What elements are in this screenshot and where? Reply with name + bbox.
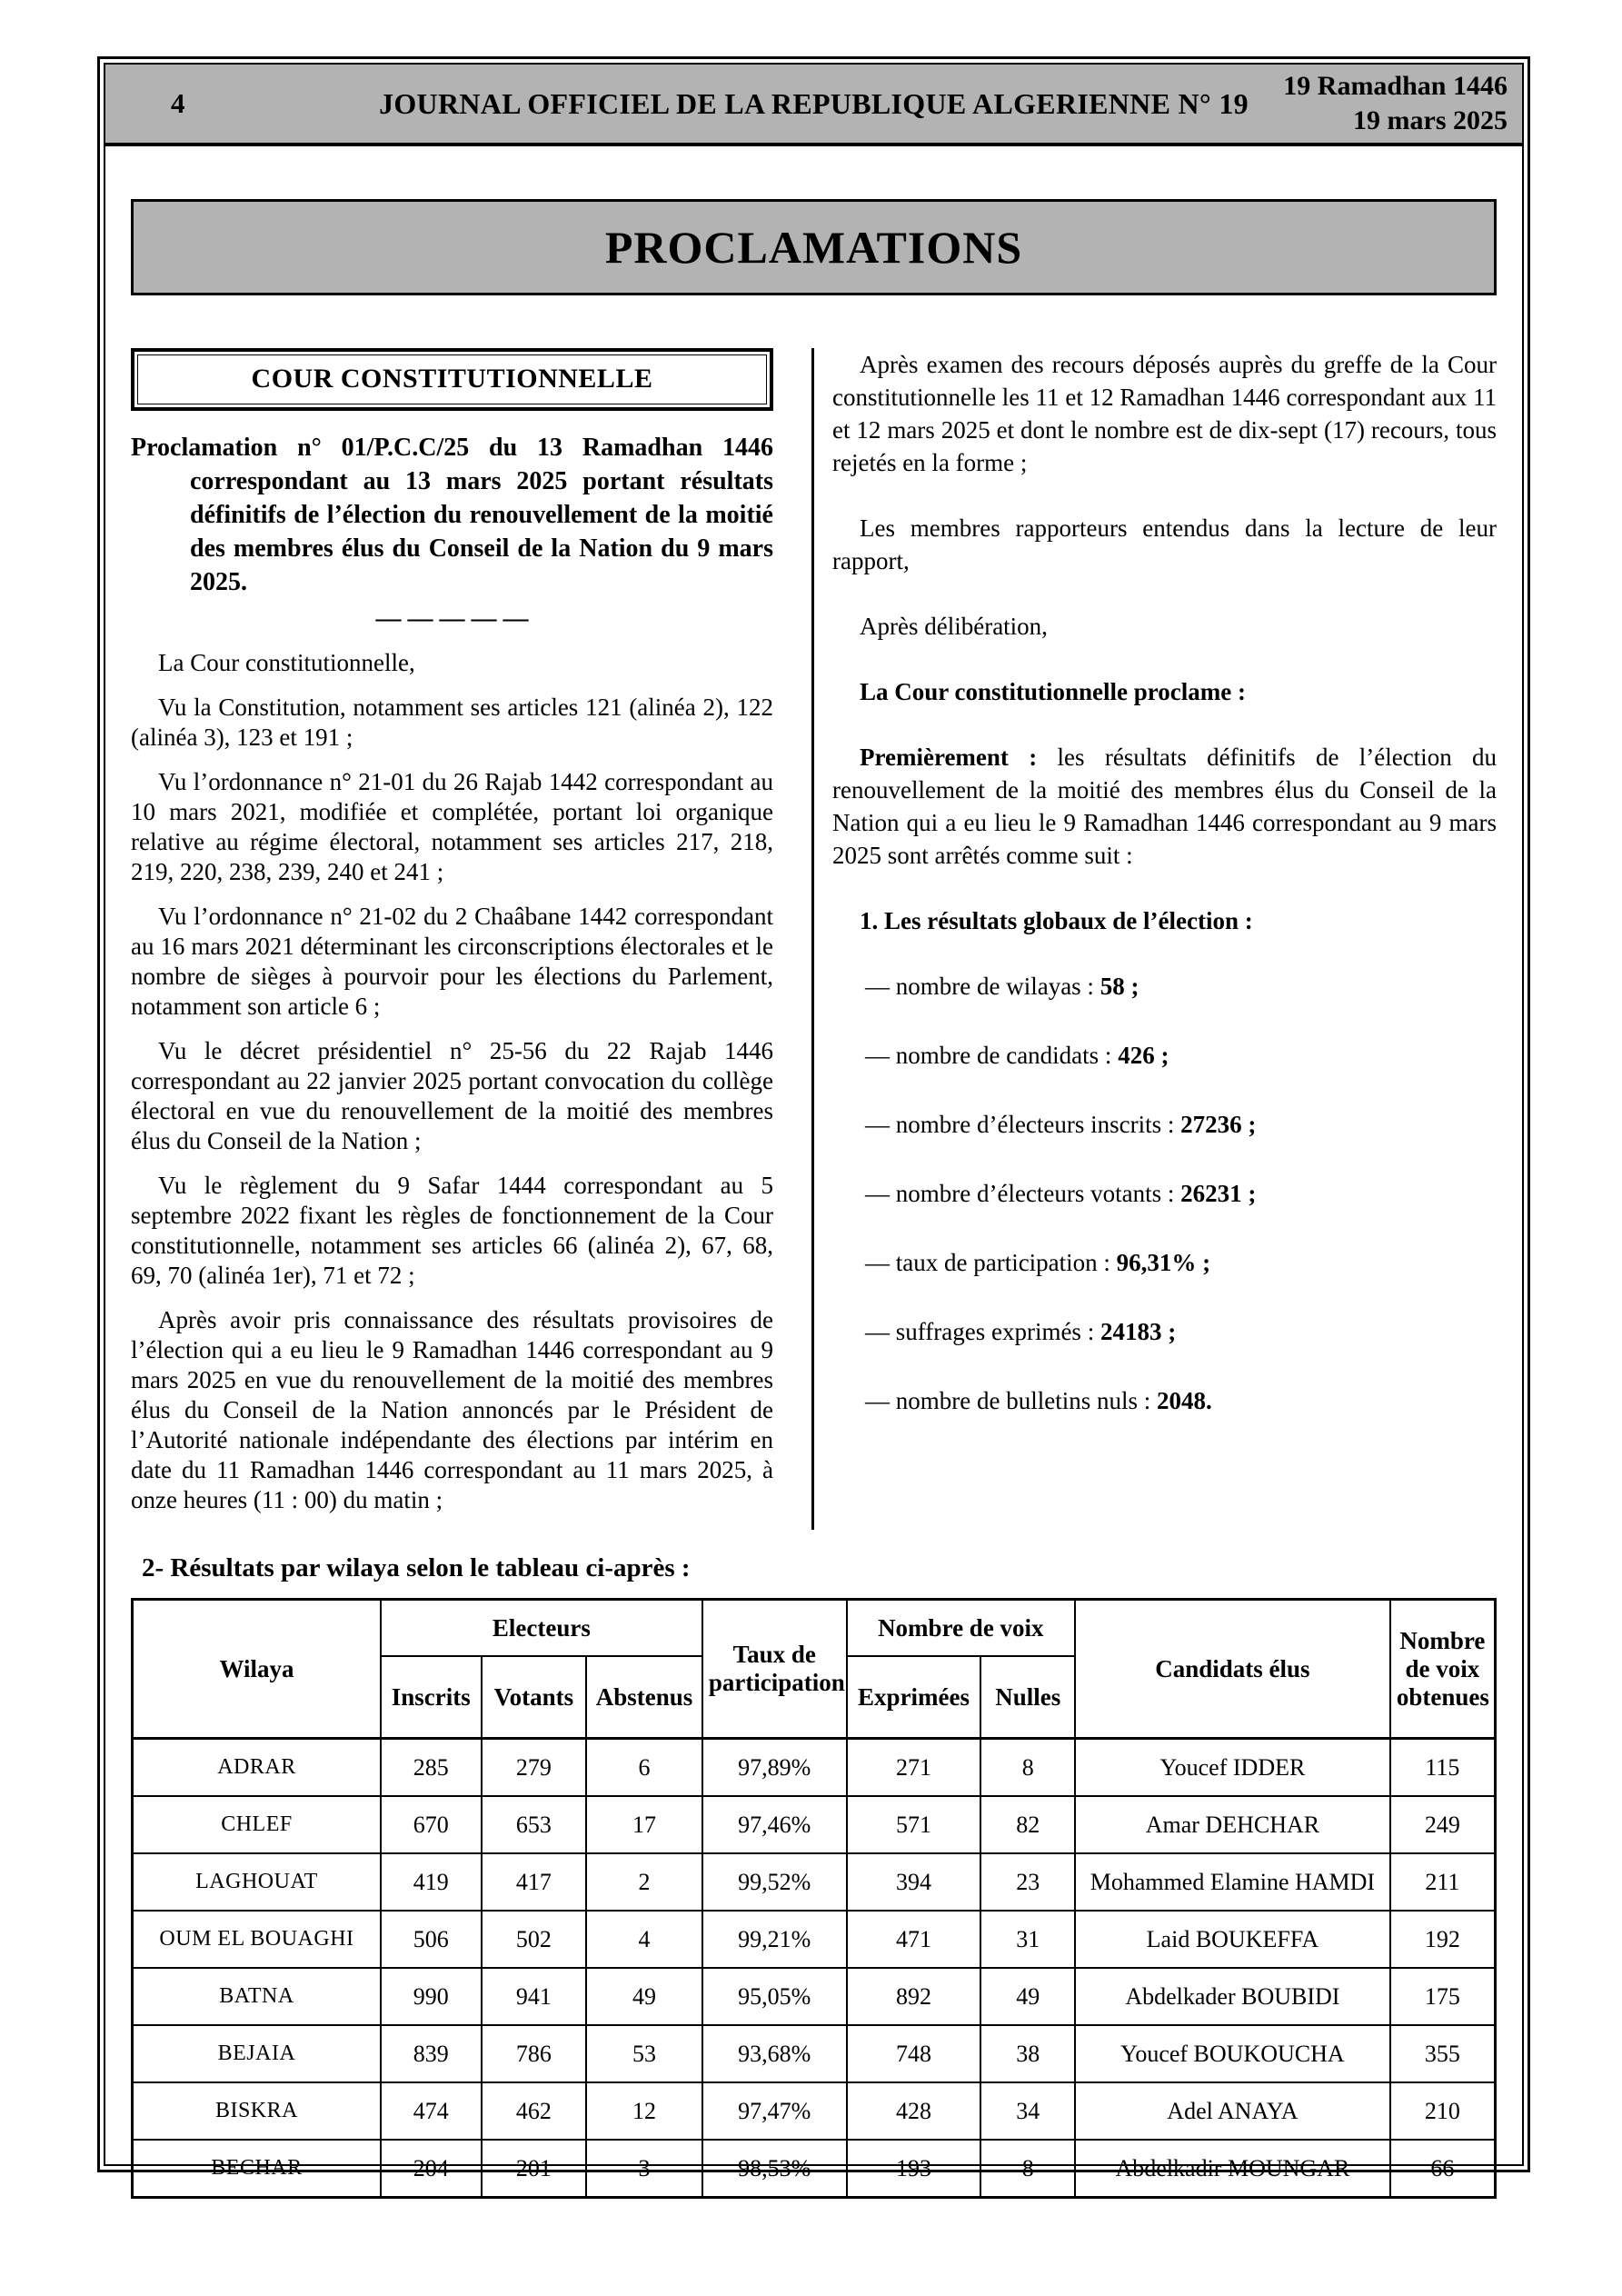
paragraph: Vu le décret présidentiel n° 25-56 du 22 Rajab 1446 correspondant au 22 janvier 2025 portant convocation du collège électoral en vue du renouvellement de la moitié des membres élus du Conseil de la Nation ; bbox=[131, 1037, 773, 1154]
cell-value: 419 bbox=[381, 1853, 482, 1911]
banner-title: PROCLAMATIONS bbox=[604, 222, 1023, 273]
list-item-label: — suffrages exprimés : bbox=[865, 1318, 1100, 1345]
list-item-label: — nombre de bulletins nuls : bbox=[865, 1387, 1157, 1414]
hijri-date: 19 Ramadhan 1446 bbox=[1283, 71, 1508, 101]
list-item-nuls bbox=[832, 1384, 1497, 1417]
column-group-electeurs: Electeurs bbox=[381, 1600, 702, 1657]
cell-value: 2 bbox=[586, 1853, 702, 1911]
premierement-lead: Premièrement : bbox=[860, 744, 1058, 771]
court-title: COUR CONSTITUTIONNELLE bbox=[137, 354, 767, 404]
table-section-heading: 2- Résultats par wilaya selon le tableau ci-après : bbox=[142, 1553, 691, 1582]
list-item-participation bbox=[832, 1246, 1497, 1279]
cell-value: 23 bbox=[980, 1853, 1075, 1911]
paragraph: La Cour constitutionnelle, bbox=[158, 649, 415, 676]
column-header-exprimees: Exprimées bbox=[847, 1656, 981, 1739]
cell-wilaya: LAGHOUAT bbox=[133, 1853, 381, 1911]
list-item-inscrits bbox=[832, 1108, 1497, 1141]
cell-value: 49 bbox=[980, 1968, 1075, 2025]
column-header-wilaya: Wilaya bbox=[133, 1600, 381, 1739]
cell-value: 271 bbox=[847, 1739, 981, 1797]
list-item-wilayas bbox=[832, 970, 1497, 1003]
list-item-label: — nombre d’électeurs votants : bbox=[865, 1180, 1181, 1207]
list-item-label: — nombre d’électeurs inscrits : bbox=[865, 1111, 1181, 1138]
header-band bbox=[105, 65, 1522, 146]
table-row bbox=[133, 2025, 1496, 2082]
cell-value: 355 bbox=[1390, 2025, 1496, 2082]
results-table bbox=[131, 1598, 1497, 2199]
cell-wilaya: BATNA bbox=[133, 1968, 381, 2025]
cell-value: 462 bbox=[482, 2082, 587, 2140]
paragraph: Après avoir pris connaissance des résultats provisoires de l’élection qui a eu lieu le 9 Ramadhan 1446 correspondant au 9 mars 2025 en vue du renouvellement de la moitié des membres élus du Conseil de la Nation annoncés par le Président de l’Autorité nationale indépendante des élections par intérim en date du 11 Ramadhan 1446 correspondant au 11 mars 2025, à onze heures (11 : 00) du matin ; bbox=[131, 1306, 773, 1513]
table-header bbox=[133, 1600, 1496, 1739]
cell-value: 4 bbox=[586, 1911, 702, 1968]
cell-value: 99,52% bbox=[702, 1853, 847, 1911]
list-item-votants bbox=[832, 1177, 1497, 1210]
cell-value: 97,89% bbox=[702, 1739, 847, 1797]
list-item-value: 24183 ; bbox=[1100, 1318, 1177, 1345]
cell-value: 786 bbox=[482, 2025, 587, 2082]
list-item-label: — nombre de wilayas : bbox=[865, 973, 1100, 1000]
proclame-heading: La Cour constitutionnelle proclame : bbox=[860, 678, 1246, 705]
cell-wilaya: ADRAR bbox=[133, 1739, 381, 1797]
list-item-value: 26231 ; bbox=[1180, 1180, 1257, 1207]
cell-candidate: Abdelkader BOUBIDI bbox=[1075, 1968, 1390, 2025]
cell-value: 12 bbox=[586, 2082, 702, 2140]
cell-value: 193 bbox=[847, 2140, 981, 2198]
proclamations-banner bbox=[131, 199, 1497, 295]
cell-candidate: Adel ANAYA bbox=[1075, 2082, 1390, 2140]
column-header-obtenues: Nombre de voix obtenues bbox=[1390, 1600, 1496, 1739]
dash-separator: — — — — — bbox=[375, 604, 529, 633]
cell-value: 990 bbox=[381, 1968, 482, 2025]
table-row bbox=[133, 2140, 1496, 2198]
cell-value: 428 bbox=[847, 2082, 981, 2140]
column-header-nulles: Nulles bbox=[980, 1656, 1075, 1739]
premierement-paragraph bbox=[832, 741, 1497, 872]
cell-value: 49 bbox=[586, 1968, 702, 2025]
court-title-box bbox=[131, 348, 773, 411]
cell-value: 99,21% bbox=[702, 1911, 847, 1968]
cell-value: 192 bbox=[1390, 1911, 1496, 1968]
column-divider bbox=[811, 348, 814, 1530]
cell-value: 201 bbox=[482, 2140, 587, 2198]
right-column bbox=[832, 348, 1497, 1530]
cell-candidate: Amar DEHCHAR bbox=[1075, 1796, 1390, 1853]
table-row bbox=[133, 1739, 1496, 1797]
cell-wilaya: BECHAR bbox=[133, 2140, 381, 2198]
list-item-value: 96,31% ; bbox=[1116, 1249, 1211, 1276]
cell-value: 285 bbox=[381, 1739, 482, 1797]
cell-value: 571 bbox=[847, 1796, 981, 1853]
cell-wilaya: BEJAIA bbox=[133, 2025, 381, 2082]
cell-value: 211 bbox=[1390, 1853, 1496, 1911]
paragraph: Vu la Constitution, notamment ses articles 121 (alinéa 2), 122 (alinéa 3), 123 et 191 ; bbox=[131, 694, 773, 751]
cell-value: 892 bbox=[847, 1968, 981, 2025]
two-column-body bbox=[131, 348, 1497, 1530]
table-row bbox=[133, 1911, 1496, 1968]
journal-title: JOURNAL OFFICIEL DE LA REPUBLIQUE ALGERIENNE N° 19 bbox=[379, 86, 1249, 120]
cell-value: 98,53% bbox=[702, 2140, 847, 2198]
list-item-value: 27236 ; bbox=[1180, 1111, 1257, 1138]
cell-wilaya: CHLEF bbox=[133, 1796, 381, 1853]
table-row bbox=[133, 1853, 1496, 1911]
table-body bbox=[133, 1739, 1496, 2198]
table-row bbox=[133, 1968, 1496, 2025]
cell-value: 82 bbox=[980, 1796, 1075, 1853]
cell-value: 941 bbox=[482, 1968, 587, 2025]
cell-value: 279 bbox=[482, 1739, 587, 1797]
cell-value: 394 bbox=[847, 1853, 981, 1911]
table-row bbox=[133, 2082, 1496, 2140]
cell-value: 502 bbox=[482, 1911, 587, 1968]
list-item-value: 426 ; bbox=[1118, 1042, 1169, 1069]
cell-value: 3 bbox=[586, 2140, 702, 2198]
list-item-value: 2048. bbox=[1156, 1387, 1212, 1414]
list-item-label: — taux de participation : bbox=[865, 1249, 1117, 1276]
cell-candidate: Abdelkadir MOUNGAR bbox=[1075, 2140, 1390, 2198]
paragraph: Les membres rapporteurs entendus dans la lecture de leur rapport, bbox=[832, 514, 1497, 574]
table-row bbox=[133, 1796, 1496, 1853]
cell-value: 417 bbox=[482, 1853, 587, 1911]
gregorian-date: 19 mars 2025 bbox=[1353, 105, 1508, 135]
premierement-text: les résultats définitifs de l’élection du renouvellement de la moitié des membres élus du Conseil de la Nation qui a eu lieu le 9 Ramadhan 1446 correspondant au 9 mars 2025 sont arrêtés comme suit : bbox=[832, 744, 1498, 869]
cell-value: 471 bbox=[847, 1911, 981, 1968]
cell-wilaya: BISKRA bbox=[133, 2082, 381, 2140]
list-item-value: 58 ; bbox=[1100, 973, 1139, 1000]
cell-value: 175 bbox=[1390, 1968, 1496, 2025]
cell-value: 93,68% bbox=[702, 2025, 847, 2082]
cell-value: 38 bbox=[980, 2025, 1075, 2082]
cell-value: 66 bbox=[1390, 2140, 1496, 2198]
list-item-candidats bbox=[832, 1039, 1497, 1072]
cell-value: 115 bbox=[1390, 1739, 1496, 1797]
cell-value: 474 bbox=[381, 2082, 482, 2140]
column-header-taux: Taux de participation bbox=[702, 1600, 847, 1739]
cell-value: 53 bbox=[586, 2025, 702, 2082]
cell-value: 748 bbox=[847, 2025, 981, 2082]
cell-value: 31 bbox=[980, 1911, 1075, 1968]
cell-candidate: Laid BOUKEFFA bbox=[1075, 1911, 1390, 1968]
paragraph: Après délibération, bbox=[860, 613, 1048, 640]
issue-dates bbox=[1283, 69, 1508, 138]
proclamation-heading: Proclamation n° 01/P.C.C/25 du 13 Ramadhan 1446 correspondant au 13 mars 2025 portant résultats définitifs de l’élection du renouvellement de la moitié des membres élus du Conseil de la Nation du 9 mars 2025. bbox=[131, 434, 773, 596]
cell-value: 8 bbox=[980, 1739, 1075, 1797]
global-results-heading: 1. Les résultats globaux de l’élection : bbox=[860, 907, 1253, 934]
cell-value: 506 bbox=[381, 1911, 482, 1968]
cell-value: 97,47% bbox=[702, 2082, 847, 2140]
left-column bbox=[131, 348, 773, 1530]
column-header-votants: Votants bbox=[482, 1656, 587, 1739]
cell-value: 17 bbox=[586, 1796, 702, 1853]
cell-value: 670 bbox=[381, 1796, 482, 1853]
cell-value: 34 bbox=[980, 2082, 1075, 2140]
column-header-candidats: Candidats élus bbox=[1075, 1600, 1390, 1739]
cell-value: 839 bbox=[381, 2025, 482, 2082]
column-header-abstenus: Abstenus bbox=[586, 1656, 702, 1739]
column-header-inscrits: Inscrits bbox=[381, 1656, 482, 1739]
column-group-voix: Nombre de voix bbox=[847, 1600, 1075, 1657]
cell-value: 97,46% bbox=[702, 1796, 847, 1853]
paragraph: Vu le règlement du 9 Safar 1444 correspondant au 5 septembre 2022 fixant les règles de fonctionnement de la Cour constitutionnelle, notamment ses articles 66 (alinéa 2), 67, 68, 69, 70 (alinéa 1er), 71 et 72 ; bbox=[131, 1172, 773, 1289]
page-number: 4 bbox=[171, 87, 185, 119]
cell-candidate: Youcef IDDER bbox=[1075, 1739, 1390, 1797]
cell-candidate: Mohammed Elamine HAMDI bbox=[1075, 1853, 1390, 1911]
cell-value: 6 bbox=[586, 1739, 702, 1797]
paragraph: Vu l’ordonnance n° 21-02 du 2 Chaâbane 1442 correspondant au 16 mars 2021 déterminant les circonscriptions électorales et le nombre de sièges à pourvoir pour les élections du Parlement, notamment son article 6 ; bbox=[131, 903, 773, 1020]
cell-value: 653 bbox=[482, 1796, 587, 1853]
list-item-exprimes bbox=[832, 1315, 1497, 1348]
cell-candidate: Youcef BOUKOUCHA bbox=[1075, 2025, 1390, 2082]
paragraph: Après examen des recours déposés auprès du greffe de la Cour constitutionnelle les 11 et 12 Ramadhan 1446 correspondant aux 11 et 12 mars 2025 et dont le nombre est de dix-sept (17) recours, tous rejetés en la forme ; bbox=[832, 351, 1497, 476]
cell-value: 249 bbox=[1390, 1796, 1496, 1853]
page-frame-inner bbox=[104, 63, 1524, 2181]
cell-value: 8 bbox=[980, 2140, 1075, 2198]
cell-value: 210 bbox=[1390, 2082, 1496, 2140]
paragraph: Vu l’ordonnance n° 21-01 du 26 Rajab 1442 correspondant au 10 mars 2021, modifiée et complétée, portant loi organique relative au régime électoral, notamment ses articles 217, 218, 219, 220, 238, 239, 240 et 241 ; bbox=[131, 768, 773, 885]
list-item-label: — nombre de candidats : bbox=[865, 1042, 1119, 1069]
cell-wilaya: OUM EL BOUAGHI bbox=[133, 1911, 381, 1968]
page-content bbox=[105, 199, 1522, 2199]
cell-value: 95,05% bbox=[702, 1968, 847, 2025]
page-frame bbox=[97, 56, 1530, 2181]
cell-value: 204 bbox=[381, 2140, 482, 2198]
